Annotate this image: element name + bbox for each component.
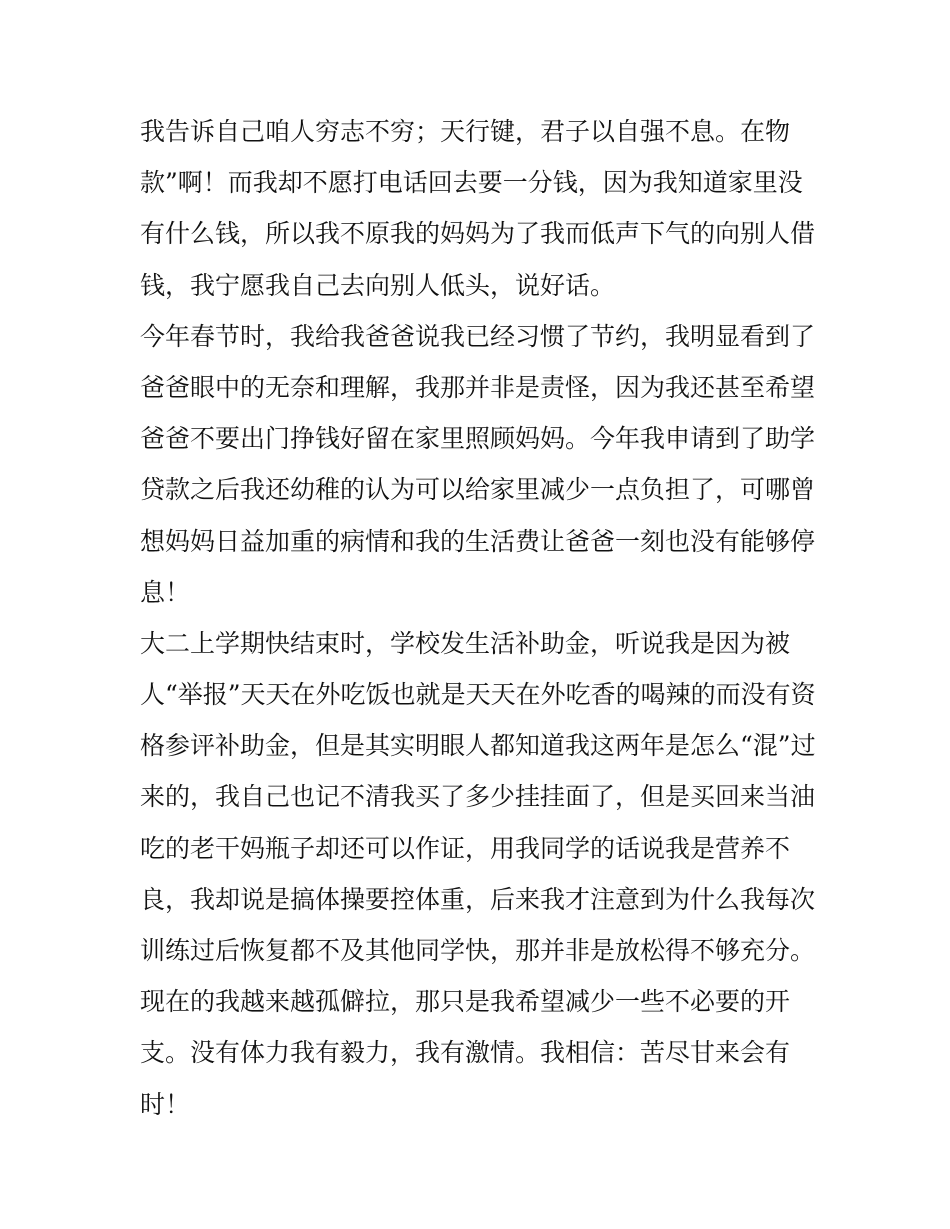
text-line: 想妈妈日益加重的病情和我的生活费让爸爸一刻也没有能够停 — [140, 526, 816, 556]
text-line: 贷款之后我还幼稚的认为可以给家里减少一点负担了，可哪曾 — [140, 475, 816, 505]
text-line: 息！ — [140, 577, 191, 607]
text-line: 我告诉自己咱人穷志不穷；天行键，君子以自强不息。在物 — [140, 117, 791, 146]
text-line: 有什么钱，所以我不原我的妈妈为了我而低声下气的向别人借 — [140, 219, 816, 249]
document-body — [140, 106, 830, 1130]
text-line: 今年春节时，我给我爸爸说我已经习惯了节约，我明显看到了 — [140, 321, 816, 351]
text-line: 现在的我越来越孤僻拉，那只是我希望减少一些不必要的开 — [140, 987, 791, 1017]
text-line: 人“举报”天天在外吃饭也就是天天在外吃香的喝辣的而没有资 — [140, 680, 816, 710]
text-line: 格参评补助金，但是其实明眼人都知道我这两年是怎么“混”过 — [140, 731, 816, 761]
text-line: 时！ — [140, 1089, 191, 1119]
text-line: 支。没有体力我有毅力，我有激情。我相信：苦尽甘来会有 — [140, 1038, 791, 1068]
text-line: 爸爸眼中的无奈和理解，我那并非是责怪，因为我还甚至希望 — [140, 372, 816, 402]
text-line: 良，我却说是搞体操要控体重，后来我才注意到为什么我每次 — [140, 884, 816, 914]
text-line: 大二上学期快结束时，学校发生活补助金，听说我是因为被 — [140, 628, 791, 658]
text-line: 吃的老干妈瓶子却还可以作证，用我同学的话说我是营养不 — [140, 833, 791, 863]
text-line: 训练过后恢复都不及其他同学快，那并非是放松得不够充分。 — [140, 936, 816, 965]
text-line: 爸爸不要出门挣钱好留在家里照顾妈妈。今年我申请到了助学 — [140, 424, 816, 454]
text-line: 钱，我宁愿我自己去向别人低头，说好话。 — [140, 270, 616, 300]
text-line: 款”啊！而我却不愿打电话回去要一分钱，因为我知道家里没 — [140, 168, 803, 198]
text-line: 来的，我自己也记不清我买了多少挂挂面了，但是买回来当油 — [140, 782, 816, 812]
